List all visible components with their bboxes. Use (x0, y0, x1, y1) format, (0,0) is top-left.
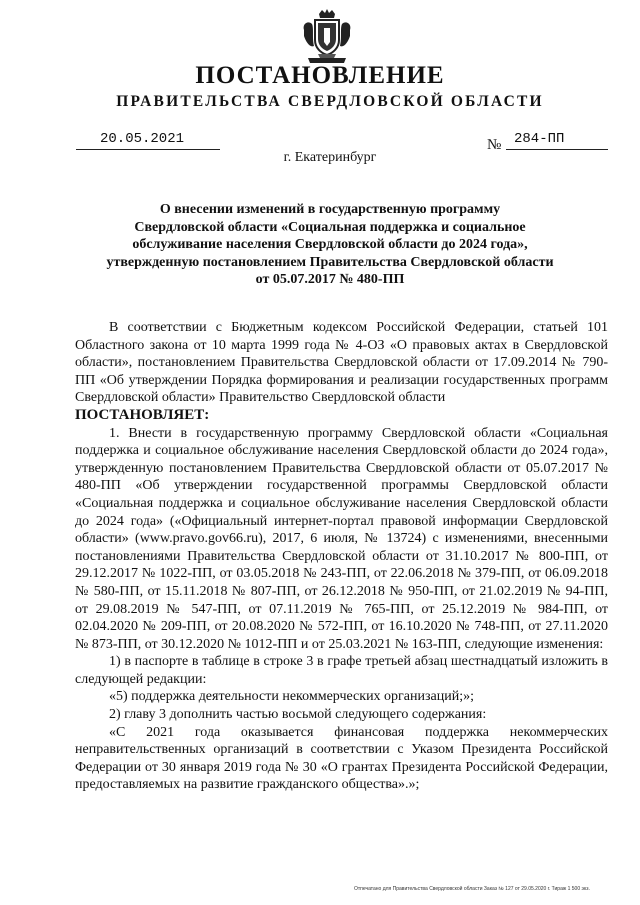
number-sign: № (487, 137, 502, 153)
document-heading (100, 201, 560, 289)
quote-1-paragraph: «5) поддержка деятельности некоммерческих организаций;»; (109, 689, 474, 705)
coat-of-arms-icon (298, 8, 356, 66)
print-footer-note: Отпечатано для Правительства Свердловской области Заказ № 127 от 29.05.2020 г. Тираж 1 500 экз. (354, 886, 590, 892)
item-1-paragraph: 1. Внести в государственную программу Свердловской области «Социальная поддержка и социальное обслуживание населения Свердловской области до 2024 года», утвержденную постановлением Правительства Свердловской области от 05.07.2017 № 480-ПП «Об утверждении государственной программы Свердловской области «Социальная поддержка и социальное обслуживание населения Свердловской области до 2024 года» («Официальный интернет-портал правовой информации Свердловской области» (www.pravo.gov66.ru), 2017, 6 июля, № 13724) с изменениями, внесенными постановлениями Правительства Свердловской области от 31.10.2017 № 800-ПП, от 29.12.2017 № 1022-ПП, от 03.05.2018 № 243-ПП, от 22.06.2018 № 379-ПП, от 06.09.2018 № 580-ПП, от 15.11.2018 № 807-ПП, от 26.12.2018 № 950-ПП, от 21.02.2019 № 94-ПП, от 29.08.2019 № 547-ПП, от 07.11.2019 № 765-ПП, от 25.12.2019 № 984-ПП, от 02.04.2020 № 209-ПП, от 20.08.2020 № 572-ПП, от 16.10.2020 № 748-ПП, от 27.11.2020 № 873-ПП, от 30.12.2020 № 1012-ПП и от 25.03.2021 № 163-ПП, следующие изменения: (75, 425, 608, 652)
heading-line: О внесении изменений в государственную программу (159, 202, 501, 217)
document-title: ПОСТАНОВЛЕНИЕ (195, 62, 445, 89)
document-number: 284-ПП (514, 131, 565, 147)
document-body (75, 319, 608, 794)
intro-paragraph: В соответствии с Бюджетным кодексом Российской Федерации, статьей 101 Областного закона от 10 марта 1999 года № 4-ОЗ «О правовых актах в Свердловской области», постановлением Правительства Свердловской области от 17.09.2014 № 790-ПП «Об утверждении Порядка формирования и реализации государственных программ Свердловской области» Правительство Свердловской области (75, 320, 608, 406)
subitem-2-paragraph: 2) главу 3 дополнить частью восьмой следующего содержания: (109, 707, 487, 723)
subitem-1-paragraph: 1) в паспорте в таблице в строке 3 в графе третьей абзац шестнадцатый изложить в следующей редакции: (75, 654, 608, 687)
quote-2-paragraph: «С 2021 года оказывается финансовая поддержка некоммерческих неправительственных организаций в соответствии с Указом Президента Российской Федерации от 30 января 2019 года № 30 «О грантах Президента Российской Федерации, предоставляемых на развитие гражданского общества».»; (75, 724, 608, 793)
heading-line: утвержденную постановлением Правительства Свердловской области (106, 254, 554, 270)
resolves-label: ПОСТАНОВЛЯЕТ: (75, 406, 210, 423)
heading-line: обслуживание населения Свердловской области до 2024 года», (132, 237, 528, 253)
city: г. Екатеринбург (283, 150, 377, 165)
heading-line: Свердловской области «Социальная поддержка и социальное (134, 219, 526, 235)
document-date: 20.05.2021 (100, 131, 185, 147)
heading-line: от 05.07.2017 № 480-ПП (255, 272, 405, 288)
document-subtitle: ПРАВИТЕЛЬСТВА СВЕРДЛОВСКОЙ ОБЛАСТИ (116, 93, 544, 110)
